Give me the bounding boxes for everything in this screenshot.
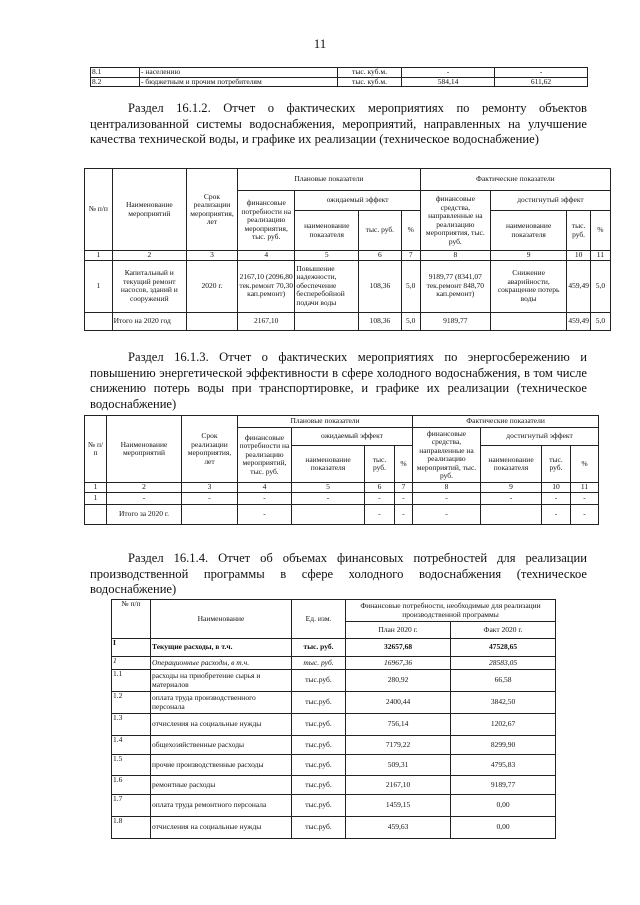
col-name-header: Наименование мероприятий xyxy=(107,416,182,483)
achieved-thousand-rub: 459,49 xyxy=(567,260,590,312)
table-header-row xyxy=(85,169,611,191)
section-16-1-4-heading: Раздел 16.1.4. Отчет об объемах финансовых потребностей для реализации производственной программы в сфере холодного водоснабжения (техническое водоснабжение) xyxy=(90,551,587,596)
table-cell: - xyxy=(395,504,413,524)
indicator-name-header: наименование показателя xyxy=(295,211,359,251)
column-number-row xyxy=(85,483,599,493)
table-cell: - xyxy=(365,504,395,524)
row-unit: тыс.руб. xyxy=(292,670,346,692)
column-number-row xyxy=(85,251,611,261)
planned-header: Плановые показатели xyxy=(238,169,421,191)
col-number: 11 xyxy=(571,483,599,493)
expected-percent: 5,0 xyxy=(401,260,420,312)
row-unit: тыс.руб. xyxy=(292,776,346,795)
col-number: 1 xyxy=(85,251,113,261)
row-fact: 47528,65 xyxy=(451,639,556,657)
total-expected-percent: 5,0 xyxy=(401,312,420,330)
table-cell: тыс. куб.м. xyxy=(338,77,402,87)
row-name: прочие производственные расходы xyxy=(151,755,292,776)
table-row xyxy=(91,77,588,87)
section-16-1-2-heading: Раздел 16.1.2. Отчет о фактических мероприятиях по ремонту объектов централизованной системы водоснабжения, мероприятий, направленных на улучшение качества технической воды, и графике их реализации (техническое водоснабжение) xyxy=(90,101,587,146)
table-row xyxy=(112,817,556,839)
col-number: 8 xyxy=(413,483,481,493)
fact-header: Факт 2020 г. xyxy=(451,622,556,639)
achieved-percent: 5,0 xyxy=(590,260,610,312)
row-unit: тыс.руб. xyxy=(292,692,346,714)
row-fact: 8299,90 xyxy=(451,736,556,755)
row-num: 1.2 xyxy=(112,692,151,714)
col-number: 2 xyxy=(107,483,182,493)
row-fact: 9189,77 xyxy=(451,776,556,795)
col-number: 2 xyxy=(112,251,186,261)
row-unit: тыс. руб. xyxy=(292,639,346,657)
plan-header: План 2020 г. xyxy=(346,622,451,639)
fin-fact-header: финансовые средства, направленные на реализацию мероприятия, тыс. руб. xyxy=(420,191,490,251)
table-row xyxy=(85,492,599,504)
table-row xyxy=(91,68,588,78)
table-row xyxy=(112,776,556,795)
col-number: 10 xyxy=(542,483,571,493)
table-cell: - xyxy=(402,68,495,78)
achieved-effect-header: достигнутый эффект xyxy=(481,428,599,446)
col-number: 6 xyxy=(359,251,402,261)
row-name: оплата труда производственного персонала xyxy=(151,692,292,714)
table-cell: 8.1 xyxy=(91,68,140,78)
thousand-rub-header: тыс. руб. xyxy=(542,446,571,483)
table-row xyxy=(112,736,556,755)
table-cell: - xyxy=(495,68,588,78)
percent-header: % xyxy=(590,211,610,251)
col-num-header: № п/п xyxy=(85,416,107,483)
table-row xyxy=(112,657,556,670)
table-cell: - xyxy=(571,492,599,504)
indicator-name-header: наименование показателя xyxy=(481,446,542,483)
indicator-name-header: наименование показателя xyxy=(292,446,365,483)
table-cell: - xyxy=(107,492,182,504)
row-fact: 0,00 xyxy=(451,795,556,817)
energy-saving-table xyxy=(84,415,599,525)
fin-plan-header: финансовые потребности на реализацию мероприятия, тыс. руб. xyxy=(238,191,295,251)
row-fact: 28583,05 xyxy=(451,657,556,670)
col-name-header: Наименование мероприятий xyxy=(112,169,186,251)
row-num: 1.5 xyxy=(112,755,151,776)
table-cell: 611,62 xyxy=(495,77,588,87)
actual-header: Фактические показатели xyxy=(413,416,599,428)
page-number: 11 xyxy=(313,36,327,51)
row-plan: 280,92 xyxy=(346,670,451,692)
row-name: ремонтные расходы xyxy=(151,776,292,795)
col-number: 3 xyxy=(187,251,238,261)
row-plan: 459,63 xyxy=(346,817,451,839)
total-expected-thousand-rub: 108,36 xyxy=(359,312,402,330)
col-unit-header: Ед. изм. xyxy=(292,600,346,639)
table-cell: - xyxy=(395,492,413,504)
row-plan: 509,31 xyxy=(346,755,451,776)
col-number: 8 xyxy=(420,251,490,261)
table-header-row xyxy=(112,600,556,622)
total-achieved-thousand-rub: 459,49 xyxy=(567,312,590,330)
row-name: Текущие расходы, в т.ч. xyxy=(151,639,292,657)
thousand-rub-header: тыс. руб. xyxy=(359,211,402,251)
row-fact: 0,00 xyxy=(451,817,556,839)
top-table xyxy=(90,67,588,87)
financial-needs-table xyxy=(111,599,556,839)
total-row xyxy=(85,504,599,524)
table-header-row xyxy=(85,416,599,428)
col-number: 3 xyxy=(182,483,238,493)
table-cell: 8.2 xyxy=(91,77,140,87)
expected-thousand-rub: 108,36 xyxy=(359,260,402,312)
row-fact: 1202,67 xyxy=(451,714,556,736)
fin-needs-header: Финансовые потребности, необходимые для реализации производственной программы xyxy=(346,600,556,622)
col-number: 5 xyxy=(292,483,365,493)
row-name: отчисления на социальные нужды xyxy=(151,817,292,839)
row-num: 1 xyxy=(85,260,113,312)
table-cell: - xyxy=(542,504,571,524)
col-number: 7 xyxy=(401,251,420,261)
table-cell: - бюджетным и прочим потребителям xyxy=(140,77,338,87)
expected-indicator: Повышение надежности, обеспечение бесперебойной подачи воды xyxy=(295,260,359,312)
col-number: 9 xyxy=(490,251,567,261)
table-cell: - xyxy=(571,504,599,524)
row-unit: тыс.руб. xyxy=(292,755,346,776)
col-number: 7 xyxy=(395,483,413,493)
table-cell: - xyxy=(182,492,238,504)
total-fin-fact: 9189,77 xyxy=(420,312,490,330)
row-plan: 2167,10 xyxy=(346,776,451,795)
table-row xyxy=(85,260,611,312)
row-plan: 16967,36 xyxy=(346,657,451,670)
row-num: I xyxy=(112,639,151,657)
fin-fact-value: 9189,77 (8341,07 тек.ремонт 848,70 кап.ремонт) xyxy=(420,260,490,312)
total-achieved-percent: 5,0 xyxy=(590,312,610,330)
row-num: 1.3 xyxy=(112,714,151,736)
planned-header: Плановые показатели xyxy=(238,416,413,428)
table-cell: 584,14 xyxy=(402,77,495,87)
col-number: 11 xyxy=(590,251,610,261)
fin-plan-header: финансовые потребности на реализацию мероприятий, тыс. руб. xyxy=(238,428,292,483)
col-term-header: Срок реализации мероприятия, лет xyxy=(182,416,238,483)
table-cell: - xyxy=(481,492,542,504)
col-number: 5 xyxy=(295,251,359,261)
col-number: 4 xyxy=(238,483,292,493)
thousand-rub-header: тыс. руб. xyxy=(365,446,395,483)
table-cell: - xyxy=(365,492,395,504)
col-term-header: Срок реализации мероприятия, лет xyxy=(187,169,238,251)
row-num: 1 xyxy=(112,657,151,670)
table-cell: тыс. куб.м. xyxy=(338,68,402,78)
row-unit: тыс.руб. xyxy=(292,817,346,839)
repair-measures-table xyxy=(84,168,611,331)
col-number: 4 xyxy=(238,251,295,261)
table-row xyxy=(112,639,556,657)
row-name: Операционные расходы, в т.ч. xyxy=(151,657,292,670)
row-plan: 1459,15 xyxy=(346,795,451,817)
row-num: 1.8 xyxy=(112,817,151,839)
row-num: 1.6 xyxy=(112,776,151,795)
row-name: расходы на приобретение сырья и материалов xyxy=(151,670,292,692)
row-fact: 4795,83 xyxy=(451,755,556,776)
table-cell: 1 xyxy=(85,492,107,504)
fin-plan-value: 2167,10 (2096,80 тек.ремонт 70,30 кап.ремонт) xyxy=(238,260,295,312)
row-fact: 66,58 xyxy=(451,670,556,692)
percent-header: % xyxy=(395,446,413,483)
col-number: 9 xyxy=(481,483,542,493)
row-plan: 2400,44 xyxy=(346,692,451,714)
row-num: 1.4 xyxy=(112,736,151,755)
section-16-1-3-heading: Раздел 16.1.3. Отчет о фактических мероприятиях по энергосбережению и повышению энергетической эффективности в сфере холодного водоснабжения, в том числе снижению потерь воды при транспортировке, и графике их реализации (техническое водоснабжение) xyxy=(90,350,587,411)
table-cell: - xyxy=(542,492,571,504)
row-plan: 756,14 xyxy=(346,714,451,736)
row-name: оплата труда ремонтного персонала xyxy=(151,795,292,817)
col-num-header: № п/п xyxy=(85,169,113,251)
row-num: 1.1 xyxy=(112,670,151,692)
row-plan: 32657,68 xyxy=(346,639,451,657)
expected-effect-header: ожидаемый эффект xyxy=(292,428,413,446)
col-number: 6 xyxy=(365,483,395,493)
achieved-indicator: Снижение аварийности, сокращение потерь воды xyxy=(490,260,567,312)
fin-fact-header: финансовые средства, направленные на реализацию мероприятий, тыс. руб. xyxy=(413,428,481,483)
table-cell: - xyxy=(413,504,481,524)
table-cell: - xyxy=(238,504,292,524)
table-cell: - населению xyxy=(140,68,338,78)
col-num-header: № п/п xyxy=(112,600,151,639)
indicator-name-header: наименование показателя xyxy=(490,211,567,251)
col-name-header: Наименование xyxy=(151,600,292,639)
measure-term: 2020 г. xyxy=(187,260,238,312)
thousand-rub-header: тыс. руб. xyxy=(567,211,590,251)
table-row xyxy=(112,714,556,736)
total-label: Итого на 2020 год xyxy=(112,312,186,330)
row-name: общехозяйственные расходы xyxy=(151,736,292,755)
row-unit: тыс.руб. xyxy=(292,736,346,755)
col-number: 10 xyxy=(567,251,590,261)
table-row xyxy=(112,795,556,817)
row-name: отчисления на социальные нужды xyxy=(151,714,292,736)
col-number: 1 xyxy=(85,483,107,493)
total-row xyxy=(85,312,611,330)
row-fact: 3842,50 xyxy=(451,692,556,714)
row-unit: тыс.руб. xyxy=(292,714,346,736)
row-plan: 7179,22 xyxy=(346,736,451,755)
row-unit: тыс. руб. xyxy=(292,657,346,670)
percent-header: % xyxy=(571,446,599,483)
total-label: Итого за 2020 г. xyxy=(107,504,182,524)
actual-header: Фактические показатели xyxy=(420,169,610,191)
expected-effect-header: ожидаемый эффект xyxy=(295,191,420,211)
table-cell: - xyxy=(413,492,481,504)
row-unit: тыс.руб. xyxy=(292,795,346,817)
table-row xyxy=(112,692,556,714)
table-cell: - xyxy=(238,492,292,504)
percent-header: % xyxy=(401,211,420,251)
table-row xyxy=(112,670,556,692)
table-cell: - xyxy=(292,492,365,504)
table-row xyxy=(112,755,556,776)
measure-name: Капитальный и текущий ремонт насосов, зданий и сооружений xyxy=(112,260,186,312)
row-num: 1.7 xyxy=(112,795,151,817)
total-fin-plan: 2167,10 xyxy=(238,312,295,330)
achieved-effect-header: достигнутый эффект xyxy=(490,191,610,211)
